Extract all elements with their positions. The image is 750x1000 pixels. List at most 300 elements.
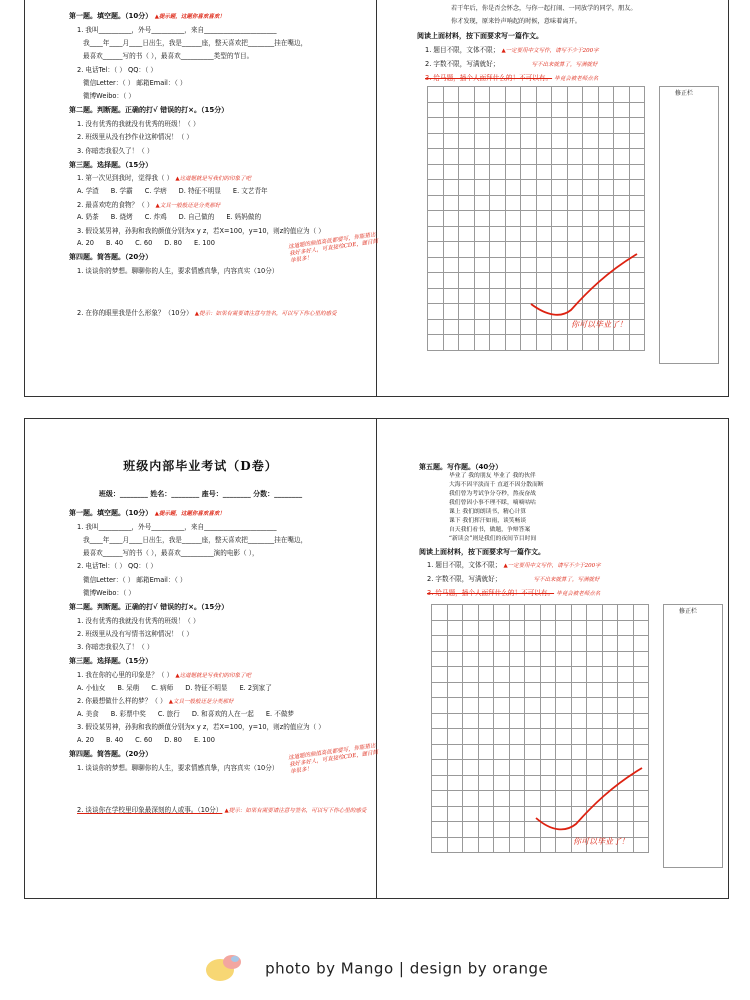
grid-cell (474, 242, 490, 258)
grid-cell (432, 837, 448, 853)
grid-cell (447, 636, 463, 652)
grid-cell (587, 651, 603, 667)
annotation: 写不出来就算了，写满就好 (533, 577, 600, 584)
grid-cell (474, 149, 490, 165)
grid-cell (463, 760, 479, 776)
grid-cell (459, 226, 475, 242)
grid-cell (598, 164, 614, 180)
question: 1. 没有优秀的我就没有优秀的班级！（ ） (77, 616, 200, 625)
section-title: 第二题。判断题。正确的打√ 错误的打×。（15分） (69, 106, 229, 115)
grid-cell (633, 605, 649, 621)
requirement: 1. 题目不限，文体不限； (425, 45, 500, 54)
grid-cell (602, 620, 618, 636)
handwritten-comment: 这道题的颜值高低都要写，你能猜出我好多好人，可直接给CDE，题目简单很多！ (287, 232, 379, 265)
grid-cell (540, 713, 556, 729)
grid-cell (525, 729, 541, 745)
grid-cell (567, 164, 583, 180)
grid-cell (447, 682, 463, 698)
option: C. 炸鸡 (144, 213, 167, 222)
option: E. 文艺青年 (232, 187, 268, 196)
grid-cell (474, 257, 490, 273)
grid-cell (432, 667, 448, 683)
grid-cell (509, 667, 525, 683)
grid-cell (567, 335, 583, 351)
grid-cell (432, 729, 448, 745)
grid-cell (552, 195, 568, 211)
grid-cell (432, 806, 448, 822)
grid-cell (618, 713, 634, 729)
section-title: 第一题。填空题。（10分） (69, 508, 153, 517)
grid-cell (505, 164, 521, 180)
grid-cell (583, 118, 599, 134)
grid-cell (556, 698, 572, 714)
grid-cell (536, 335, 552, 351)
grid-cell (583, 195, 599, 211)
grid-cell (463, 837, 479, 853)
grid-cell (540, 729, 556, 745)
question: 1. 谈谈你的梦想。聊聊你的人生，要求情感真挚，内容真实（10分） (77, 763, 279, 772)
grid-cell (633, 682, 649, 698)
option: E. 妈妈做的 (226, 213, 262, 222)
grid-cell (571, 636, 587, 652)
grid-cell (525, 837, 541, 853)
grid-cell (443, 149, 459, 165)
footer-credit: photo by Mango | design by orange (265, 959, 549, 978)
option: C. 旅行 (157, 710, 180, 719)
paint-blob-icon (202, 950, 246, 988)
grid-cell (463, 729, 479, 745)
grid-cell (490, 180, 506, 196)
poem-line: 自天我们看书，做题，争辩答案 (449, 526, 531, 533)
grid-cell (443, 133, 459, 149)
grid-cell (602, 651, 618, 667)
grid-cell (474, 180, 490, 196)
option: C. 病师 (151, 684, 174, 693)
grid-cell (459, 257, 475, 273)
grid-cell (598, 335, 614, 351)
grid-cell (602, 636, 618, 652)
option: D. 特征不明显 (185, 684, 228, 693)
grid-cell (478, 605, 494, 621)
correction-column (659, 86, 719, 364)
grid-cell (598, 226, 614, 242)
grid-cell (598, 149, 614, 165)
grid-cell (521, 102, 537, 118)
grid-cell (521, 164, 537, 180)
option: B. 烧烤 (110, 213, 133, 222)
grid-cell (459, 149, 475, 165)
question: 3. 假设某男神，孙狗和我的颜值分别为x y z，若X=100，y=10，则z的值应为（ ） (77, 723, 325, 732)
grid-cell (602, 713, 618, 729)
grid-cell (521, 195, 537, 211)
grid-cell (428, 133, 444, 149)
grid-cell (505, 133, 521, 149)
annotation: ▲一定要用中文写作，请写不少于200字 (501, 47, 599, 54)
grid-cell (552, 118, 568, 134)
grid-cell (567, 180, 583, 196)
grid-cell (428, 118, 444, 134)
annotation: ▲提示：如果有需要请注意与签名，可以写下你心里的感受 (224, 807, 367, 814)
grid-cell (447, 729, 463, 745)
grid-cell (463, 698, 479, 714)
grid-cell (509, 651, 525, 667)
grid-cell (567, 133, 583, 149)
grid-cell (509, 698, 525, 714)
grid-cell (463, 791, 479, 807)
grid-cell (552, 149, 568, 165)
grid-cell (540, 667, 556, 683)
grid-cell (447, 651, 463, 667)
question: 最喜欢______写的书（ ），最喜欢__________演的电影（ ）， (83, 549, 259, 558)
question: 最喜欢______写的书（ ），最喜欢__________类型的节目。 (83, 52, 254, 61)
grid-cell (521, 118, 537, 134)
exam-title: 班级内部毕业考试（D卷） (123, 459, 278, 473)
option: C. 学痞 (144, 187, 167, 196)
grid-cell (509, 760, 525, 776)
requirement: 2. 字数不限，写满就好； (427, 575, 502, 584)
grid-cell (618, 729, 634, 745)
grid-cell (525, 667, 541, 683)
grid-cell (536, 195, 552, 211)
grid-cell (536, 87, 552, 103)
option: A. 美食 (77, 710, 99, 719)
grid-cell (463, 822, 479, 838)
grid-cell (614, 226, 630, 242)
option: A. 小仙女 (77, 684, 106, 693)
grid-cell (474, 335, 490, 351)
grid-cell (490, 102, 506, 118)
question: 1. 我在你的心里的印象是？（ ） (77, 671, 174, 680)
grid-cell (428, 226, 444, 242)
grid-cell (463, 744, 479, 760)
grid-cell (432, 744, 448, 760)
grid-cell (618, 667, 634, 683)
grid-cell (540, 682, 556, 698)
annotation: 毕竟会被老师点名 (556, 591, 601, 598)
grid-cell (629, 180, 645, 196)
grid-cell (614, 87, 630, 103)
grid-cell (428, 288, 444, 304)
grid-cell (463, 605, 479, 621)
poem-line: 课下 我们挥汗如雨，谈笑畅谈 (449, 517, 527, 524)
options (77, 213, 376, 221)
annotation: ▲文具一般般还是分类那好 (168, 699, 234, 706)
grid-cell (494, 760, 510, 776)
grid-cell (432, 620, 448, 636)
grid-cell (490, 87, 506, 103)
grid-cell (505, 102, 521, 118)
grid-cell (490, 226, 506, 242)
grid-cell (447, 791, 463, 807)
option: E. 100 (193, 238, 215, 247)
grid-cell (505, 118, 521, 134)
grid-cell (447, 698, 463, 714)
grid-cell (478, 791, 494, 807)
question: 我____年____月____日出生，我是______座，整天喜欢把________挂在嘴边， (83, 39, 308, 48)
grid-cell (583, 335, 599, 351)
footer (0, 950, 750, 988)
grid-cell (478, 682, 494, 698)
requirement: 1. 题目不限，文体不限； (427, 561, 502, 570)
grid-cell (556, 682, 572, 698)
grid-cell (474, 304, 490, 320)
option: B. 40 (105, 238, 124, 247)
grid-cell (571, 744, 587, 760)
grid-cell (521, 149, 537, 165)
grid-cell (428, 180, 444, 196)
grid-cell (509, 682, 525, 698)
grid-cell (459, 288, 475, 304)
requirement-struck: 3. 给马题，插个人面拜什么的！不可以有。 (427, 589, 555, 598)
grid-cell (494, 605, 510, 621)
poem-line: “新读会”则是我们的夜间节目时间 (449, 535, 537, 542)
grid-cell (618, 605, 634, 621)
question: 微博Weibo：（ ） (83, 588, 136, 597)
question: 1. 第一次见到我时，觉得我（ ） (77, 174, 174, 183)
grid-cell (474, 226, 490, 242)
grid-cell (428, 87, 444, 103)
question: 微博Weibo：（ ） (83, 92, 136, 101)
grid-cell (474, 133, 490, 149)
grid-cell (552, 335, 568, 351)
grid-cell (478, 713, 494, 729)
grid-cell (618, 698, 634, 714)
grid-cell (478, 729, 494, 745)
correction-label: 修正栏 (679, 608, 698, 615)
grid-cell (571, 667, 587, 683)
option: A. 20 (77, 735, 94, 744)
instruction: 阅读上面材料，按下面要求写一篇作文。 (419, 547, 545, 556)
exam-page-right (377, 419, 728, 898)
grid-cell (598, 211, 614, 227)
grid-cell (536, 102, 552, 118)
question: 3. 你暗恋我很久了！（ ） (77, 643, 154, 652)
grid-cell (633, 651, 649, 667)
grid-cell (428, 211, 444, 227)
grid-cell (571, 605, 587, 621)
option: A. 20 (77, 238, 94, 247)
grid-cell (618, 651, 634, 667)
grid-cell (556, 605, 572, 621)
grid-cell (428, 335, 444, 351)
grid-cell (443, 87, 459, 103)
grid-cell (474, 118, 490, 134)
grid-cell (474, 319, 490, 335)
exam-sheet-bottom (24, 418, 729, 899)
grid-cell (525, 713, 541, 729)
grid-cell (443, 304, 459, 320)
annotation: ▲提示题，这题你喜欢喜欢！ (154, 510, 225, 517)
grid-cell (428, 319, 444, 335)
grid-cell (494, 729, 510, 745)
grid-cell (490, 118, 506, 134)
section-title: 第四题。简答题。（20分） (69, 253, 153, 262)
grid-cell (618, 636, 634, 652)
grid-cell (494, 698, 510, 714)
grid-cell (494, 744, 510, 760)
grid-cell (567, 226, 583, 242)
grid-cell (521, 211, 537, 227)
options (77, 710, 376, 718)
grid-cell (552, 133, 568, 149)
grid-cell (629, 226, 645, 242)
grid-cell (428, 273, 444, 289)
annotation: 毕竟会被老师点名 (554, 75, 599, 82)
grid-cell (618, 682, 634, 698)
correction-label: 修正栏 (675, 90, 694, 97)
annotation: ▲这道题就是写我们的印象了吧 (175, 176, 252, 183)
grid-cell (443, 211, 459, 227)
grid-cell (494, 667, 510, 683)
grid-cell (463, 682, 479, 698)
grid-cell (505, 319, 521, 335)
grid-cell (509, 744, 525, 760)
verdict-text: 你可以毕业了！ (573, 837, 629, 846)
grid-cell (505, 304, 521, 320)
grid-cell (443, 288, 459, 304)
grid-cell (521, 180, 537, 196)
grid-cell (432, 791, 448, 807)
grid-cell (598, 102, 614, 118)
grid-cell (459, 87, 475, 103)
question: 2. 你最想做什么样的梦？（ ） (77, 697, 167, 706)
verdict-text: 你可以毕业了！ (571, 320, 627, 329)
options (77, 684, 376, 692)
question: 2. 在你的眼里我是什么形象？（10分） (77, 309, 193, 318)
grid-cell (583, 102, 599, 118)
handwritten-comment: 这道题的颜值高低都要写，你能猜出我好多好人，可直接给CDE，题目简单很多！ (287, 743, 379, 776)
grid-cell (428, 257, 444, 273)
grid-cell (556, 837, 572, 853)
annotation: 写不出来就算了，写满就好 (531, 61, 598, 68)
question: 1. 我叫__________，外号__________，来自______________________ (77, 25, 277, 34)
grid-cell (478, 698, 494, 714)
grid-cell (567, 102, 583, 118)
grid-cell (505, 149, 521, 165)
section-title: 第五题。写作题。（40分） (419, 463, 503, 471)
question: 我____年____月____日出生，我是______座，整天喜欢把________挂在嘴边， (83, 535, 308, 544)
options (77, 736, 376, 744)
grid-cell (447, 605, 463, 621)
grid-cell (525, 620, 541, 636)
grid-cell (567, 118, 583, 134)
question: 微信Letter：（ ） 邮箱Email：（ ） (83, 575, 187, 584)
grid-cell (614, 118, 630, 134)
exam-page-left (25, 0, 379, 396)
grid-cell (459, 319, 475, 335)
grid-cell (494, 636, 510, 652)
grid-cell (494, 791, 510, 807)
grid-cell (614, 195, 630, 211)
grid-cell (432, 775, 448, 791)
grid-cell (443, 335, 459, 351)
option: D. 特征不明显 (178, 187, 221, 196)
grid-cell (490, 164, 506, 180)
grid-cell (525, 744, 541, 760)
annotation: ▲提示：如果有需要请注意与签名，可以写下你心里的感受 (194, 311, 337, 318)
grid-cell (618, 744, 634, 760)
grid-cell (505, 335, 521, 351)
grid-cell (556, 713, 572, 729)
grid-cell (494, 620, 510, 636)
grid-cell (505, 257, 521, 273)
exam-meta: 班级：________ 姓名：________ 座号：________ 分数：________ (98, 490, 303, 498)
grid-cell (521, 226, 537, 242)
grid-cell (629, 211, 645, 227)
question: 2. 谈谈你在学校里印象最深刻的人或事。（10分） (77, 805, 223, 814)
grid-cell (432, 682, 448, 698)
grid-cell (633, 667, 649, 683)
exam-page-right (377, 0, 728, 396)
grid-cell (633, 620, 649, 636)
grid-cell (587, 682, 603, 698)
grid-cell (447, 837, 463, 853)
question: 3. 你暗恋我很久了！（ ） (77, 146, 154, 155)
grid-cell (478, 760, 494, 776)
question: 1. 我叫__________，外号__________，来自______________________ (77, 522, 277, 531)
grid-cell (463, 636, 479, 652)
grid-cell (459, 164, 475, 180)
grid-cell (494, 713, 510, 729)
grid-cell (432, 760, 448, 776)
requirement-struck: 3. 给马题，插个人面拜什么的！不可以有。 (425, 73, 553, 82)
grid-cell (540, 636, 556, 652)
grid-cell (552, 102, 568, 118)
poem (449, 472, 728, 544)
grid-cell (428, 304, 444, 320)
grid-cell (614, 335, 630, 351)
grid-cell (556, 744, 572, 760)
grid-cell (443, 273, 459, 289)
grid-cell (629, 164, 645, 180)
poem-line: 你才发现，原来铃声响起的时候，意味着离开。 (451, 17, 581, 25)
question: 3. 假设某男神，孙狗和我的颜值分别为x y z，若X=100，y=10，则z的值应为（ ） (77, 226, 325, 235)
section-title: 第三题。选择题。（15分） (69, 160, 153, 169)
option: A. 学渣 (77, 187, 99, 196)
section-title: 第三题。选择题。（15分） (69, 657, 153, 666)
grid-cell (521, 133, 537, 149)
exam-page-left (25, 419, 379, 898)
grid-cell (490, 195, 506, 211)
grid-cell (540, 651, 556, 667)
grid-cell (447, 713, 463, 729)
grid-cell (509, 791, 525, 807)
grid-cell (629, 133, 645, 149)
grid-cell (474, 102, 490, 118)
grid-cell (602, 698, 618, 714)
grid-cell (509, 605, 525, 621)
grid-cell (536, 118, 552, 134)
grid-cell (614, 164, 630, 180)
grid-cell (509, 822, 525, 838)
grid-cell (521, 335, 537, 351)
grid-cell (509, 620, 525, 636)
grid-cell (474, 87, 490, 103)
grid-cell (509, 806, 525, 822)
grid-cell (494, 837, 510, 853)
poem-line: 大海不因平淡而千 直道不因分散而断 (449, 481, 544, 488)
grid-cell (494, 682, 510, 698)
grid-cell (490, 211, 506, 227)
grid-cell (478, 636, 494, 652)
grid-cell (556, 620, 572, 636)
grid-cell (587, 667, 603, 683)
grid-cell (556, 636, 572, 652)
grid-cell (583, 180, 599, 196)
grid-cell (602, 744, 618, 760)
grid-cell (587, 713, 603, 729)
grid-cell (459, 102, 475, 118)
